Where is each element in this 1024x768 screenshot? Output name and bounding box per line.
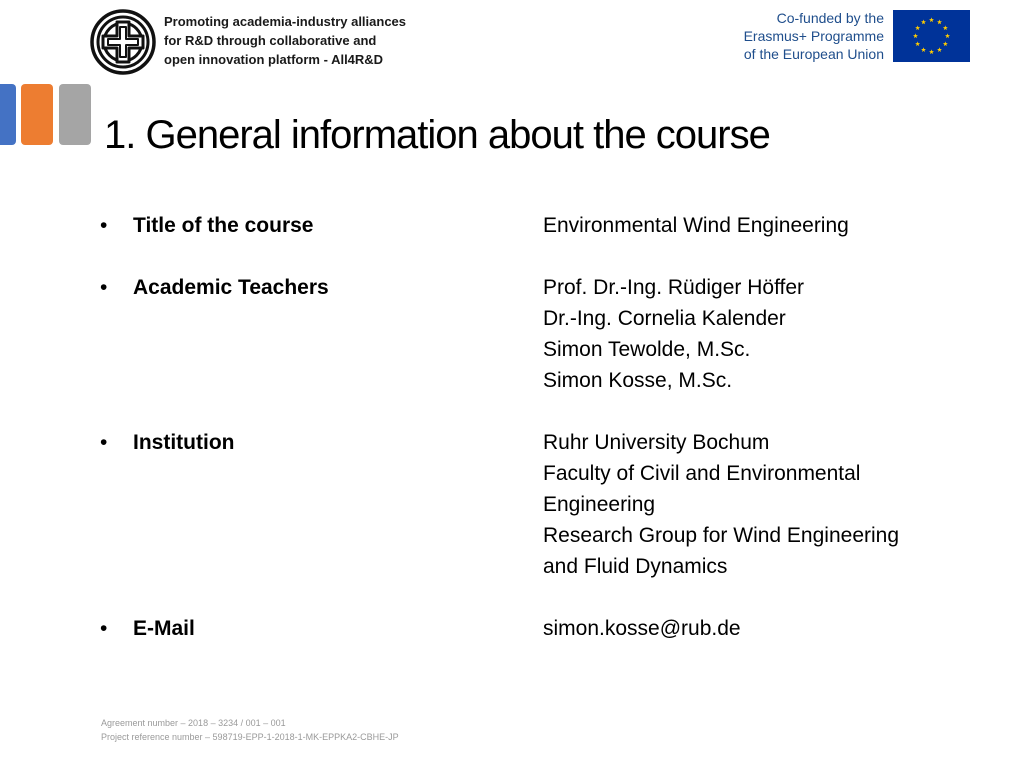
info-values [543,427,980,582]
info-item-institution [100,427,980,582]
info-label: Academic Teachers [133,276,329,299]
eu-cofunding-text [744,9,884,63]
info-values [543,210,980,241]
info-label: Title of the course [133,214,314,237]
info-value: Engineering [543,493,656,516]
info-value: Faculty of Civil and Environmental [543,462,861,485]
bullet-icon: • [100,617,108,640]
course-info-list [100,210,980,675]
info-value: and Fluid Dynamics [543,555,728,578]
eu-text-line: Co-funded by the [776,10,884,26]
concentric-cross-logo-icon [90,9,156,75]
project-title [164,12,464,69]
info-item-teachers [100,272,980,396]
project-title-line: open innovation platform - All4R&D [164,52,384,67]
bullet-icon: • [100,214,108,237]
eu-flag-icon [893,10,970,62]
info-value: Environmental Wind Engineering [543,214,849,237]
agreement-number: Agreement number – 2018 – 3234 / 001 – 001 [101,718,286,728]
info-item-email [100,613,980,644]
footer [101,716,399,744]
info-value: Dr.-Ing. Cornelia Kalender [543,307,786,330]
project-title-line: Promoting academia-industry alliances [164,14,407,29]
slide-title: 1. General information about the course [104,113,770,157]
bullet-icon: • [100,276,108,299]
email-value: simon.kosse@rub.de [543,617,741,640]
info-label: E-Mail [133,617,195,640]
accent-bar-orange [21,84,53,145]
eu-text-line: Erasmus+ Programme [743,28,884,44]
project-reference-number: Project reference number – 598719-EPP-1-2018-1-MK-EPPKA2-CBHE-JP [101,732,399,742]
info-item-title [100,210,980,241]
info-label: Institution [133,431,235,454]
info-value: Ruhr University Bochum [543,431,770,454]
accent-bar-blue [0,84,16,145]
eu-text-line: of the European Union [743,46,884,62]
bullet-icon: • [100,431,108,454]
accent-bar-gray [59,84,91,145]
info-values [543,613,980,644]
project-title-line: for R&D through collaborative and [164,33,377,48]
info-values [543,272,980,396]
info-value: Simon Tewolde, M.Sc. [543,338,751,361]
info-value: Simon Kosse, M.Sc. [543,369,733,392]
info-value: Prof. Dr.-Ing. Rüdiger Höffer [543,276,805,299]
info-value: Research Group for Wind Engineering [543,524,900,547]
